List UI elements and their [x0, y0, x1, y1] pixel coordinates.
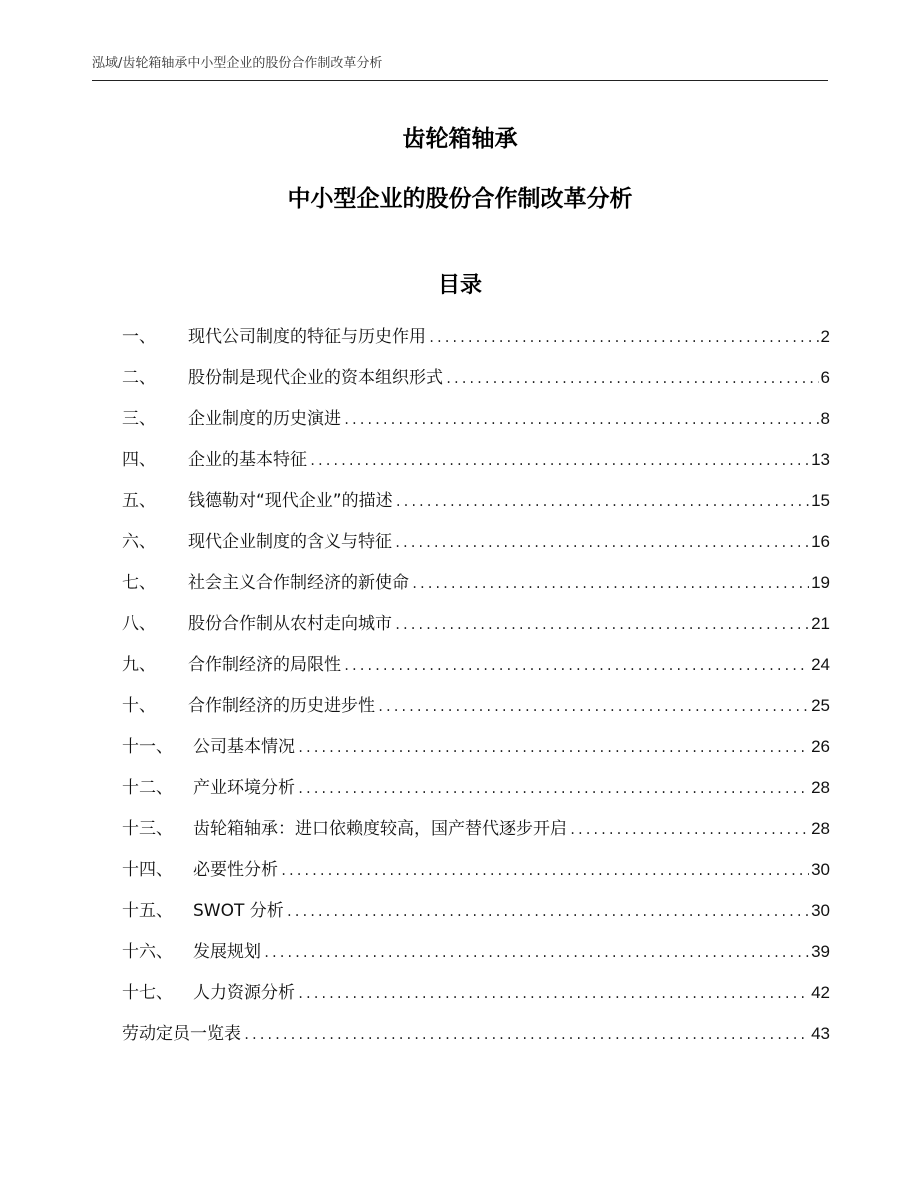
toc-entry[interactable] — [122, 978, 830, 1019]
toc-entry-number: 二、 — [122, 368, 156, 388]
running-header: 泓域/齿轮箱轴承中小型企业的股份合作制改革分析 — [92, 55, 828, 81]
toc-entry-title: 劳动定员一览表 — [122, 1024, 241, 1044]
toc-entry-number: 七、 — [122, 573, 156, 593]
toc-dot-leader — [297, 979, 809, 1009]
toc-entry-page: 19 — [811, 573, 830, 592]
toc-entry-title: 合作制经济的历史进步性 — [188, 696, 375, 716]
toc-entry-page: 6 — [820, 368, 830, 387]
toc-entry-page: 42 — [811, 983, 830, 1002]
toc-entry-title: 齿轮箱轴承：进口依赖度较高，国产替代逐步开启 — [193, 819, 567, 839]
toc-entry[interactable] — [122, 1019, 830, 1060]
toc-dot-leader — [569, 815, 809, 845]
toc-entry[interactable] — [122, 445, 830, 486]
toc-entry-page: 8 — [820, 409, 830, 428]
toc-entry-page: 43 — [811, 1024, 830, 1043]
toc-entry-number: 十六、 — [122, 942, 173, 962]
toc-entry[interactable] — [122, 896, 830, 937]
toc-entry-title: SWOT 分析 — [193, 901, 284, 921]
toc-entry[interactable] — [122, 486, 830, 527]
toc-entry-page: 15 — [811, 491, 830, 510]
toc-dot-leader — [280, 856, 809, 886]
toc-entry[interactable] — [122, 937, 830, 978]
toc-entry-page: 26 — [811, 737, 830, 756]
toc-entry[interactable] — [122, 322, 830, 363]
document-title-line-2: 中小型企业的股份合作制改革分析 — [287, 186, 633, 212]
toc-entry-page: 39 — [811, 942, 830, 961]
toc-entry-number: 十二、 — [122, 778, 173, 798]
toc-entry-title: 现代企业制度的含义与特征 — [188, 532, 392, 552]
toc-entry-page: 21 — [811, 614, 830, 633]
toc-entry-page: 30 — [811, 901, 830, 920]
toc-entry-title: 钱德勒对“现代企业”的描述 — [188, 491, 393, 511]
toc-entry-page: 2 — [820, 327, 830, 346]
toc-dot-leader — [428, 323, 819, 353]
toc-entry[interactable] — [122, 527, 830, 568]
toc-entry[interactable] — [122, 855, 830, 896]
toc-dot-leader — [394, 610, 809, 640]
toc-entry-number: 四、 — [122, 450, 156, 470]
toc-entry[interactable] — [122, 814, 830, 855]
toc-entry-page: 13 — [811, 450, 830, 469]
toc-entry[interactable] — [122, 363, 830, 404]
toc-dot-leader — [445, 364, 819, 394]
toc-entry-page: 28 — [811, 819, 830, 838]
toc-entry-number: 五、 — [122, 491, 156, 511]
toc-dot-leader — [395, 487, 809, 517]
toc-dot-leader — [297, 733, 809, 763]
toc-entry-page: 16 — [811, 532, 830, 551]
toc-entry[interactable] — [122, 404, 830, 445]
toc-entry-page: 25 — [811, 696, 830, 715]
toc-entry[interactable] — [122, 691, 830, 732]
toc-entry-title: 现代公司制度的特征与历史作用 — [188, 327, 426, 347]
document-title-line-1: 齿轮箱轴承 — [402, 126, 518, 152]
toc-dot-leader — [343, 651, 809, 681]
toc-dot-leader — [286, 897, 809, 927]
toc-entry-title: 股份制是现代企业的资本组织形式 — [188, 368, 443, 388]
toc-heading: 目录 — [437, 273, 482, 298]
toc-dot-leader — [297, 774, 809, 804]
toc-entry-number: 九、 — [122, 655, 156, 675]
toc-dot-leader — [243, 1020, 809, 1050]
toc-dot-leader — [411, 569, 809, 599]
toc-entry-title: 企业的基本特征 — [188, 450, 307, 470]
table-of-contents — [122, 322, 830, 1060]
toc-entry-title: 人力资源分析 — [193, 983, 295, 1003]
toc-entry-number: 十、 — [122, 696, 156, 716]
toc-entry-number: 十三、 — [122, 819, 173, 839]
toc-entry-page: 28 — [811, 778, 830, 797]
toc-dot-leader — [263, 938, 809, 968]
toc-entry[interactable] — [122, 609, 830, 650]
toc-entry-number: 三、 — [122, 409, 156, 429]
toc-entry-number: 十四、 — [122, 860, 173, 880]
toc-entry-title: 股份合作制从农村走向城市 — [188, 614, 392, 634]
toc-entry-title: 企业制度的历史演进 — [188, 409, 341, 429]
toc-entry-number: 十五、 — [122, 901, 173, 921]
toc-entry-number: 十七、 — [122, 983, 173, 1003]
toc-entry-number: 六、 — [122, 532, 156, 552]
toc-entry[interactable] — [122, 773, 830, 814]
toc-entry-page: 24 — [811, 655, 830, 674]
toc-dot-leader — [343, 405, 819, 435]
toc-entry[interactable] — [122, 650, 830, 691]
toc-entry-title: 社会主义合作制经济的新使命 — [188, 573, 409, 593]
toc-entry-title: 发展规划 — [193, 942, 261, 962]
toc-entry-number: 八、 — [122, 614, 156, 634]
toc-entry-title: 合作制经济的局限性 — [188, 655, 341, 675]
toc-dot-leader — [309, 446, 809, 476]
toc-dot-leader — [394, 528, 809, 558]
toc-entry-page: 30 — [811, 860, 830, 879]
toc-entry-title: 公司基本情况 — [193, 737, 295, 757]
toc-entry-title: 产业环境分析 — [193, 778, 295, 798]
toc-entry[interactable] — [122, 568, 830, 609]
toc-dot-leader — [377, 692, 809, 722]
toc-entry-number: 一、 — [122, 327, 156, 347]
toc-entry-title: 必要性分析 — [193, 860, 278, 880]
toc-entry-number: 十一、 — [122, 737, 173, 757]
toc-entry[interactable] — [122, 732, 830, 773]
